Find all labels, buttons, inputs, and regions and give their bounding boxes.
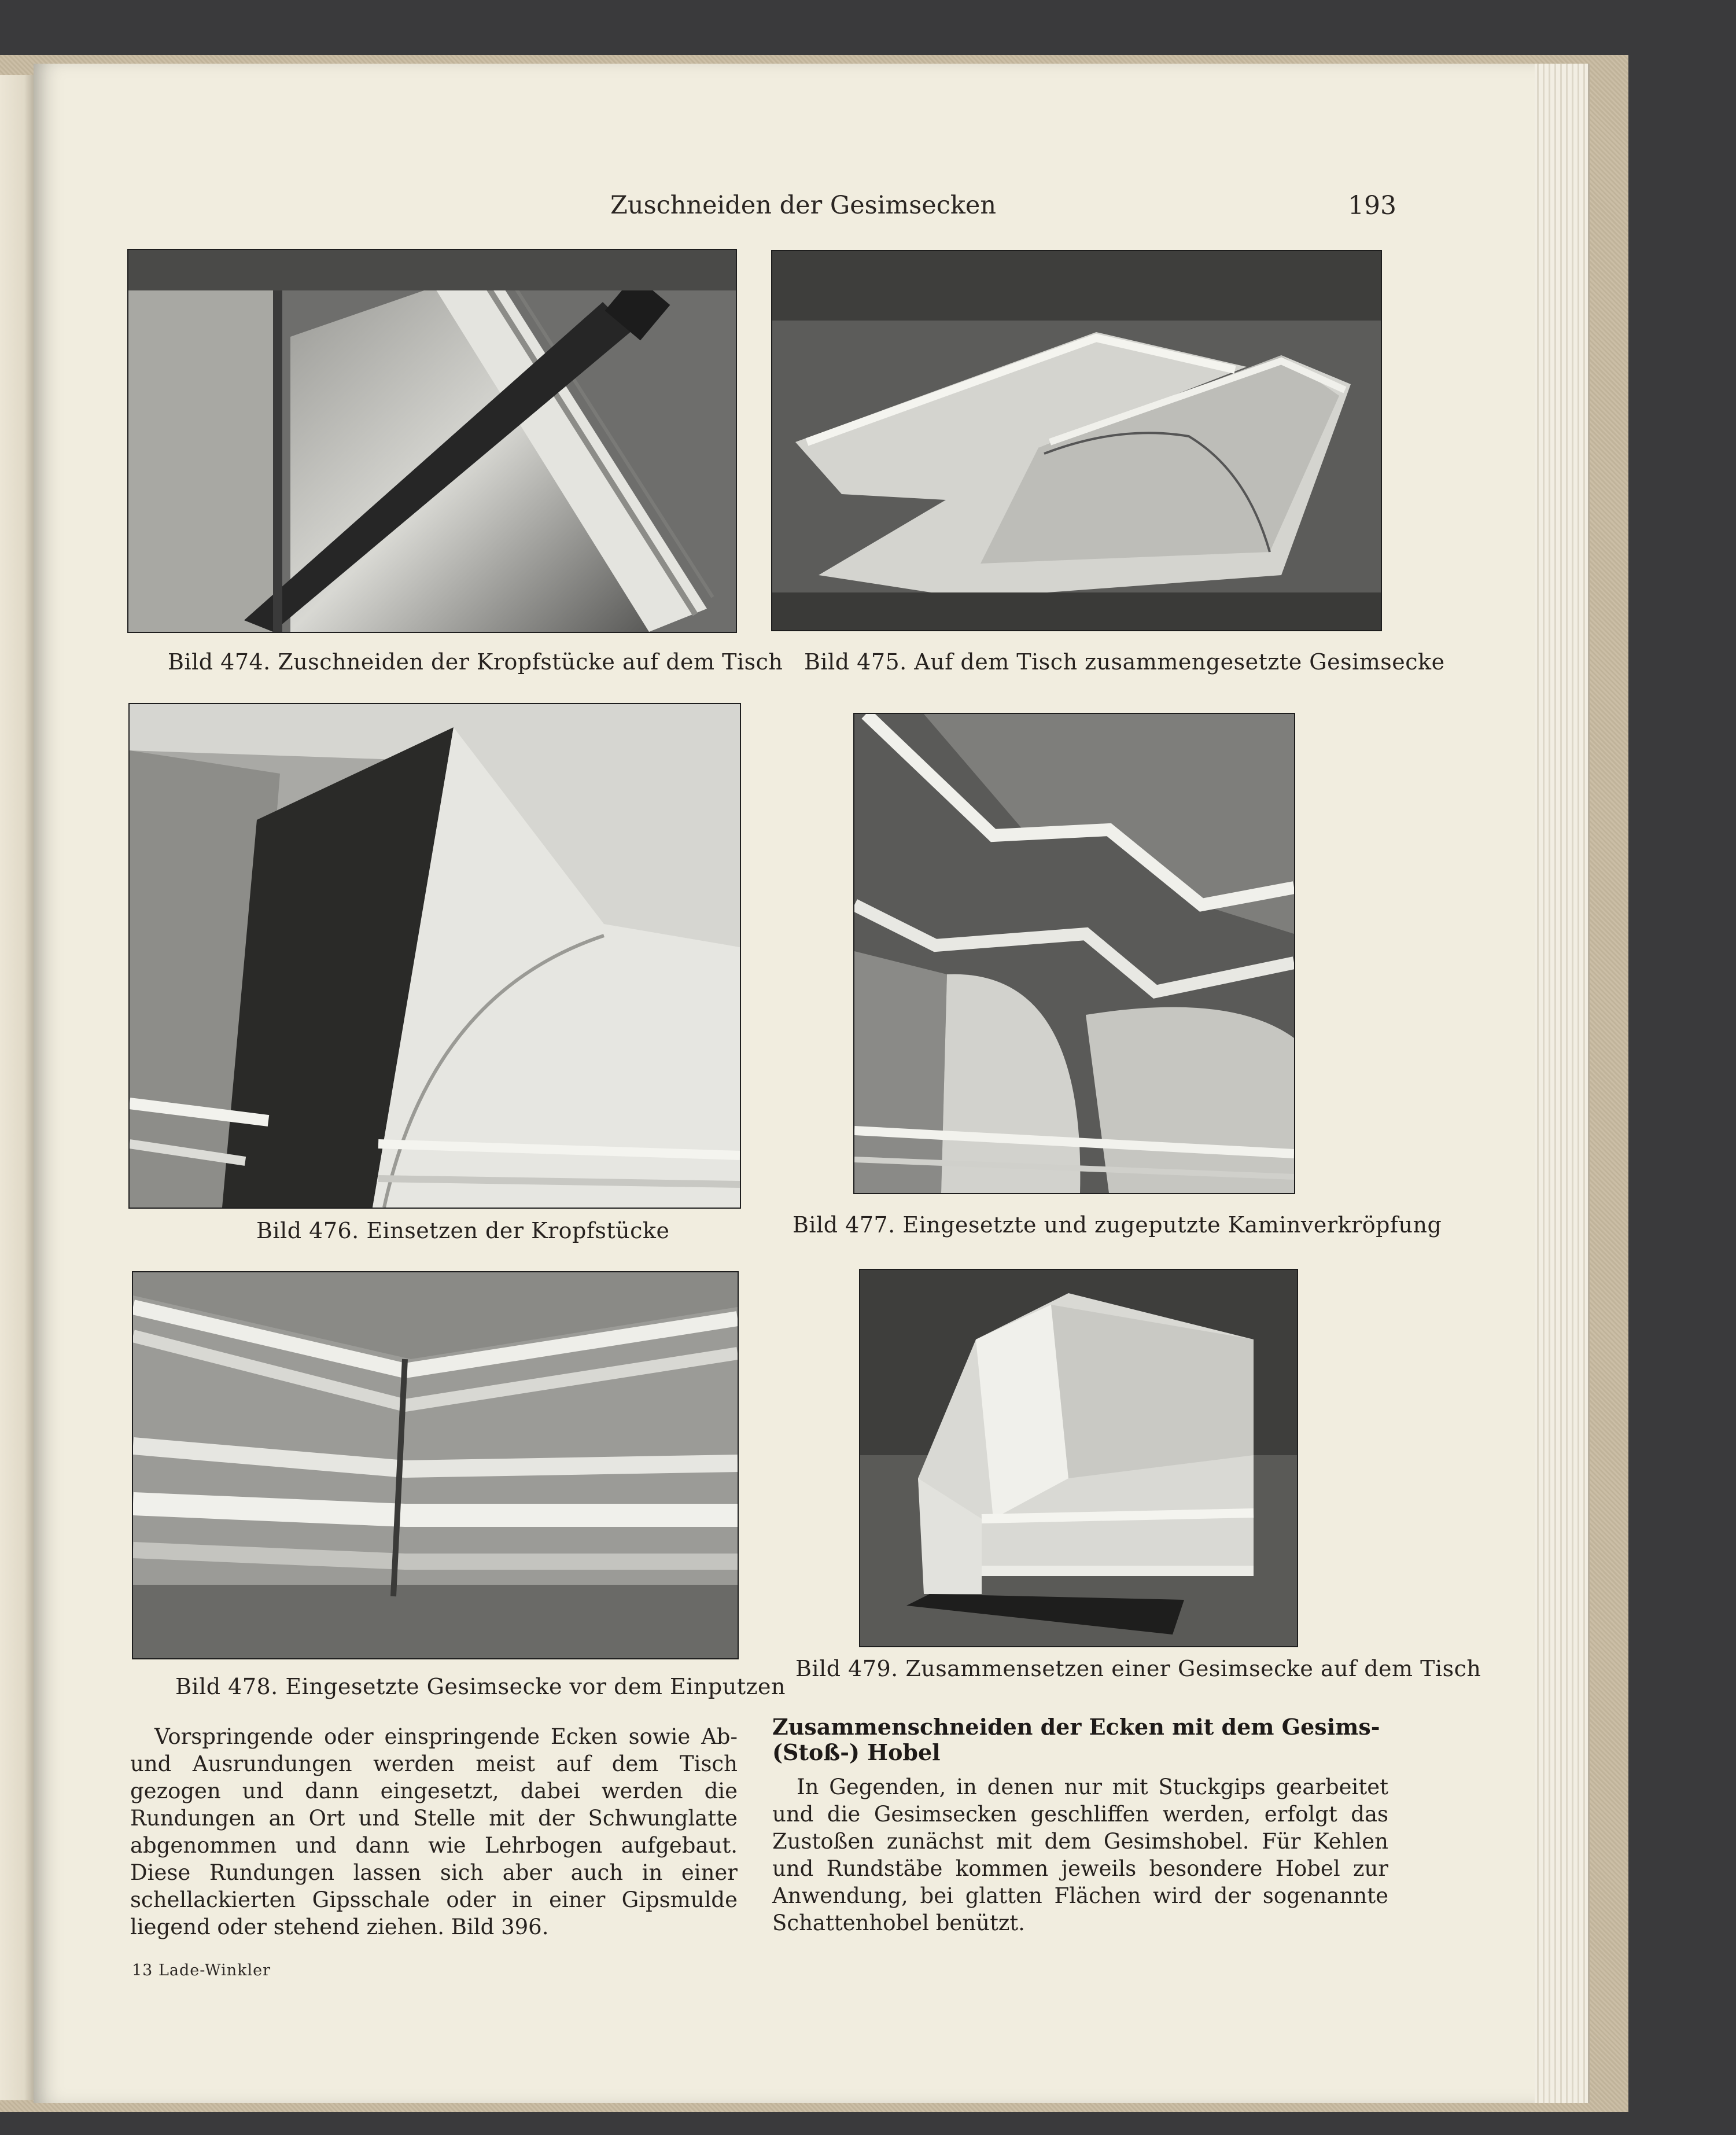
right-paragraph: In Gegenden, in denen nur mit Stuckgips gearbeitet und die Gesimsecken geschliffen werden, erfolgt das Zustoßen zunächst mit dem Gesimshobel. Für Kehlen und Rundstäbe kommen jeweils besondere Hobel zur Anwendung, bei glatten Flächen wird der sogenannte Schattenhobel benützt. bbox=[772, 1775, 1388, 1935]
running-head: Zuschneiden der Gesimsecken bbox=[610, 191, 997, 220]
photo-478 bbox=[132, 1271, 739, 1659]
caption-475: Bild 475. Auf dem Tisch zusammengesetzte Gesimsecke bbox=[804, 649, 1445, 675]
caption-477: Bild 477. Eingesetzte und zugeputzte Kaminverkröpfung bbox=[793, 1212, 1442, 1238]
left-column-text bbox=[130, 1723, 738, 1941]
caption-479: Bild 479. Zusammensetzen einer Gesimsecke auf dem Tisch bbox=[795, 1656, 1481, 1681]
photo-479 bbox=[859, 1269, 1298, 1647]
printer-signature: 13 Lade-Winkler bbox=[132, 1961, 271, 1979]
photo-475 bbox=[771, 250, 1382, 631]
photo-474 bbox=[127, 249, 737, 633]
photo-476 bbox=[128, 703, 741, 1209]
photo-477 bbox=[853, 713, 1295, 1194]
left-page-edge bbox=[0, 75, 35, 2100]
right-column-text bbox=[772, 1773, 1388, 1937]
section-heading: Zusammenschneiden der Ecken mit dem Gesims- (Stoß-) Hobel bbox=[772, 1714, 1380, 1765]
caption-476: Bild 476. Einsetzen der Kropfstücke bbox=[256, 1218, 670, 1243]
left-paragraph: Vorspringende oder einspringende Ecken sowie Ab- und Ausrundungen werden meist auf dem Tisch gezogen und dann eingesetzt, dabei werden die Rundungen an Ort und Stelle mit der Schwunglatte abgenommen und dann wie Lehrbogen aufgebaut. Diese Rundungen lassen sich aber auch in einer schellackierten Gipsschale oder in einer Gipsmulde liegend oder stehend ziehen. Bild 396. bbox=[130, 1724, 738, 1939]
caption-478: Bild 478. Eingesetzte Gesimsecke vor dem Einputzen bbox=[175, 1674, 786, 1699]
page-number: 193 bbox=[1348, 191, 1396, 220]
caption-474: Bild 474. Zuschneiden der Kropfstücke auf dem Tisch bbox=[168, 649, 783, 675]
